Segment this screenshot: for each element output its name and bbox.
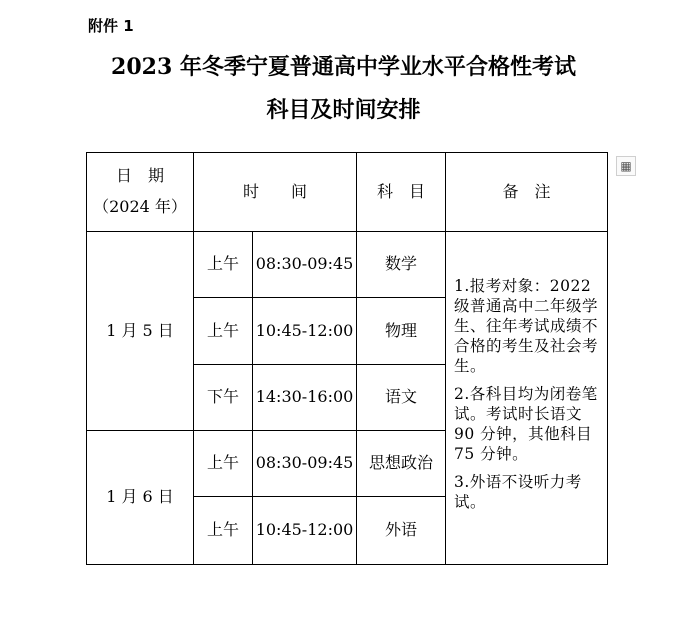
exam-schedule-table (86, 152, 608, 565)
time-cell: 08:30-09:45 (253, 431, 357, 497)
subject-cell: 数学 (357, 232, 446, 298)
header-subject: 科 目 (357, 153, 446, 232)
subject-cell: 思想政治 (357, 431, 446, 497)
document-subtitle: 科目及时间安排 (266, 97, 421, 123)
note-item: 1.报考对象：2022 级普通高中二年级学生、往年考试成绩不合格的考生及社会考生。 (454, 277, 599, 375)
table-row (87, 232, 608, 298)
attachment-label: 附件 1 (88, 17, 134, 35)
period-cell: 上午 (194, 431, 253, 497)
period-cell: 上午 (194, 497, 253, 565)
subject-cell: 物理 (357, 298, 446, 365)
time-cell: 10:45-12:00 (253, 497, 357, 565)
table-icon[interactable]: ▦ (616, 156, 636, 176)
time-cell: 14:30-16:00 (253, 365, 357, 431)
period-cell: 上午 (194, 298, 253, 365)
date-cell: 1 月 5 日 (87, 232, 194, 431)
note-item: 3.外语不设听力考试。 (454, 473, 582, 511)
time-cell: 08:30-09:45 (253, 232, 357, 298)
notes-cell (446, 232, 608, 565)
header-date (87, 153, 194, 232)
period-cell: 上午 (194, 232, 253, 298)
note-item: 2.各科目均为闭卷笔试。考试时长语文 90 分钟，其他科目 75 分钟。 (454, 385, 598, 463)
period-cell: 下午 (194, 365, 253, 431)
header-notes: 备 注 (446, 153, 608, 232)
date-cell: 1 月 6 日 (87, 431, 194, 565)
header-time: 时 间 (194, 153, 357, 232)
time-cell: 10:45-12:00 (253, 298, 357, 365)
subject-cell: 语文 (357, 365, 446, 431)
document-title: 2023 年冬季宁夏普通高中学业水平合格性考试 (111, 54, 576, 80)
header-row (87, 153, 608, 232)
subject-cell: 外语 (357, 497, 446, 565)
header-date-label: 日 期 (115, 166, 164, 186)
header-date-year: （2024 年） (93, 197, 187, 216)
